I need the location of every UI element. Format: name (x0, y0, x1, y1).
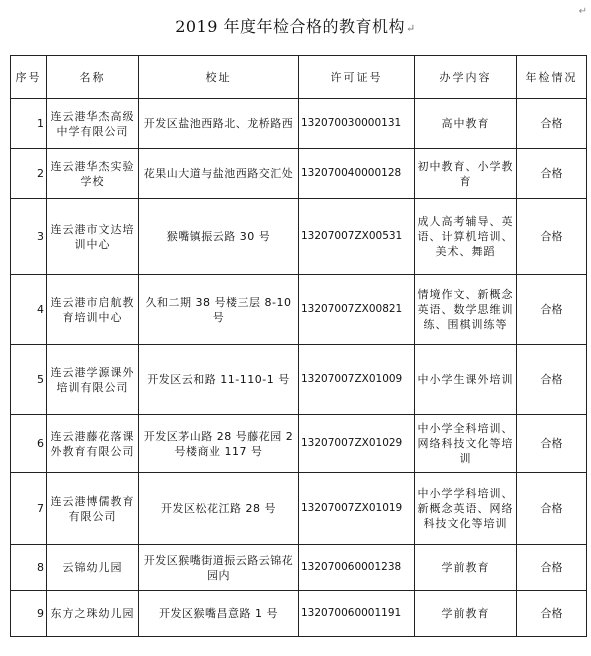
cell-license: 132070060001191 (299, 591, 415, 637)
cell-status: 合格 (517, 473, 587, 545)
cell-name: 连云港学源课外培训有限公司 (47, 345, 139, 415)
table-header-row (11, 56, 587, 99)
cell-license: 13207007ZX01019 (299, 473, 415, 545)
cell-status: 合格 (517, 415, 587, 473)
cell-address: 开发区猴嘴昌意路 1 号 (139, 591, 299, 637)
cell-license: 13207007ZX00531 (299, 199, 415, 275)
table-row (11, 275, 587, 345)
col-header-index: 序号 (11, 56, 47, 99)
cell-index: 1 (11, 99, 47, 149)
cell-license: 13207007ZX01029 (299, 415, 415, 473)
cell-name: 连云港博儒教育有限公司 (47, 473, 139, 545)
cell-status: 合格 (517, 99, 587, 149)
table-row (11, 345, 587, 415)
col-header-name: 名称 (47, 56, 139, 99)
cell-scope: 情境作文、新概念英语、数学思维训练、围棋训练等 (415, 275, 517, 345)
col-header-scope: 办学内容 (415, 56, 517, 99)
cell-address: 花果山大道与盐池西路交汇处 (139, 149, 299, 199)
cell-status: 合格 (517, 545, 587, 591)
col-header-license: 许可证号 (299, 56, 415, 99)
table-row (11, 473, 587, 545)
cell-scope: 中小学学科培训、新概念英语、网络科技文化等培训 (415, 473, 517, 545)
cell-scope: 学前教育 (415, 545, 517, 591)
cell-index: 4 (11, 275, 47, 345)
institutions-table (10, 55, 587, 637)
cell-status: 合格 (517, 199, 587, 275)
cell-index: 9 (11, 591, 47, 637)
cell-address: 开发区松花江路 28 号 (139, 473, 299, 545)
cell-status: 合格 (517, 345, 587, 415)
cell-name: 连云港市启航教育培训中心 (47, 275, 139, 345)
cell-index: 6 (11, 415, 47, 473)
table-row (11, 149, 587, 199)
cell-scope: 初中教育、小学教育 (415, 149, 517, 199)
col-header-address: 校址 (139, 56, 299, 99)
cell-status: 合格 (517, 275, 587, 345)
cell-index: 7 (11, 473, 47, 545)
cell-index: 5 (11, 345, 47, 415)
cell-name: 云锦幼儿园 (47, 545, 139, 591)
cell-scope: 高中教育 (415, 99, 517, 149)
cell-address: 开发区盐池西路北、龙桥路西 (139, 99, 299, 149)
table-row (11, 99, 587, 149)
cell-license: 132070060001238 (299, 545, 415, 591)
cell-address: 开发区猴嘴街道振云路云锦花园内 (139, 545, 299, 591)
cell-scope: 中小学生课外培训 (415, 345, 517, 415)
cell-index: 3 (11, 199, 47, 275)
cell-address: 猴嘴镇振云路 30 号 (139, 199, 299, 275)
cell-address: 开发区云和路 11-110-1 号 (139, 345, 299, 415)
cell-license: 13207007ZX01009 (299, 345, 415, 415)
title-text: 2019 年度年检合格的教育机构 (175, 17, 406, 36)
cell-license: 13207007ZX00821 (299, 275, 415, 345)
col-header-status: 年检情况 (517, 56, 587, 99)
cell-address: 开发区茅山路 28 号藤花园 2 号楼商业 117 号 (139, 415, 299, 473)
cell-index: 2 (11, 149, 47, 199)
cell-license: 132070040000128 (299, 149, 415, 199)
cell-name: 连云港市文达培训中心 (47, 199, 139, 275)
cell-name: 连云港华杰高级中学有限公司 (47, 99, 139, 149)
table-row (11, 545, 587, 591)
table-row (11, 199, 587, 275)
cell-scope: 学前教育 (415, 591, 517, 637)
cell-scope: 中小学全科培训、网络科技文化等培训 (415, 415, 517, 473)
cell-scope: 成人高考辅导、英语、计算机培训、美术、舞蹈 (415, 199, 517, 275)
cell-name: 连云港藤花落课外教育有限公司 (47, 415, 139, 473)
cell-status: 合格 (517, 591, 587, 637)
table-row (11, 415, 587, 473)
page-title (0, 14, 591, 37)
return-mark-icon: ↵ (406, 22, 416, 35)
cell-name: 东方之珠幼儿园 (47, 591, 139, 637)
cell-index: 8 (11, 545, 47, 591)
table-row (11, 591, 587, 637)
cell-address: 久和二期 38 号楼三层 8-10 号 (139, 275, 299, 345)
return-mark-icon: ↵ (578, 6, 587, 17)
cell-license: 132070030000131 (299, 99, 415, 149)
cell-name: 连云港华杰实验学校 (47, 149, 139, 199)
cell-status: 合格 (517, 149, 587, 199)
